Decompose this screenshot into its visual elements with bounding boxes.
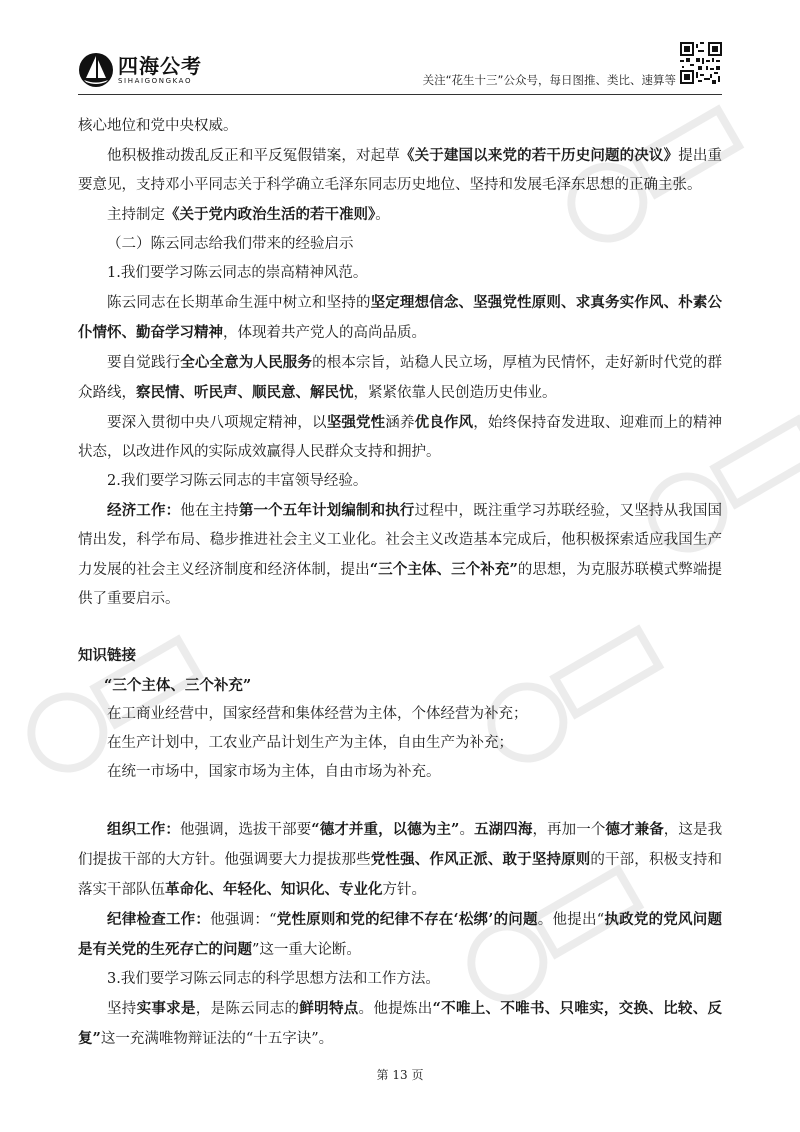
paragraph: 经济工作：他在主持第一个五年计划编制和执行过程中，既注重学习苏联经验，又坚持从我国国情出发，科学布局、稳步推进社会主义工业化。社会主义改造基本完成后，他积极探索适应我国生产力发展的社会主义经济制度和经济体制，提出“三个主体、三个补充”的思想，为克服苏联模式弊端提供了重要启示。 (78, 502, 723, 607)
section-heading: （二）陈云同志给我们带来的经验启示 (107, 236, 354, 252)
paragraph: 坚持实事求是，是陈云同志的鲜明特点。他提炼出“不唯上、不唯书、只唯实，交换、比较、反复”这一充满唯物辩证法的“十五字诀”。 (78, 1000, 723, 1047)
knowledge-line: 在工商业经营中，国家经营和集体经营为主体，个体经营为补充； (107, 706, 528, 722)
sub-heading: 2.我们要学习陈云同志的丰富领导经验。 (107, 473, 368, 489)
paragraph: 陈云同志在长期革命生涯中树立和坚持的坚定理想信念、坚强党性原则、求真务实作风、朴素公仆情怀、勤奋学习精神，体现着共产党人的高尚品质。 (78, 294, 723, 341)
knowledge-line: 在生产计划中，工农业产品计划生产为主体，自由生产为补充； (107, 735, 513, 751)
knowledge-subtitle: “三个主体、三个补充” (104, 677, 252, 694)
sailboat-logo-icon (78, 51, 114, 89)
knowledge-link-box (78, 642, 722, 787)
header-note: 关注“花生十三”公众号，每日图推、类比、速算等 (422, 73, 676, 87)
sub-heading: 1.我们要学习陈云同志的崇高精神风范。 (107, 265, 368, 281)
logo (78, 50, 218, 90)
paragraph: 要自觉践行全心全意为人民服务的根本宗旨，站稳人民立场，厚植为民情怀，走好新时代党的群众路线，察民情、听民声、顺民意、解民忧，紧紧依靠人民创造历史伟业。 (78, 354, 723, 401)
knowledge-title: 知识链接 (78, 648, 136, 664)
qr-code-icon (680, 42, 722, 84)
paragraph: 他积极推动拨乱反正和平反冤假错案，对起草《关于建国以来党的若干历史问题的决议》提出重要意见，支持邓小平同志关于科学确立毛泽东同志历史地位、坚持和发展毛泽东思想的正确主张。 (78, 147, 723, 193)
paragraph: 核心地位和党中央权威。 (78, 118, 238, 134)
logo-chinese-text: 四海公考 (118, 53, 202, 78)
header-divider (78, 94, 722, 95)
paragraph: 组织工作：他强调，选拔干部要“德才并重，以德为主”。五湖四海，再加一个德才兼备，这是我们提拔干部的大方针。他强调要大力提拔那些党性强、作风正派、敢于坚持原则的干部，积极支持和落实干部队伍革命化、年轻化、知识化、专业化方针。 (78, 821, 723, 898)
page-header (0, 0, 800, 100)
page-number: 第 13 页 (376, 1068, 424, 1082)
knowledge-line: 在统一市场中，国家市场为主体，自由市场为补充。 (107, 764, 441, 780)
document-body (78, 112, 722, 1054)
logo-english-text: SIHAIGONGKAO (118, 76, 193, 85)
paragraph: 纪律检查工作：他强调：“党性原则和党的纪律不存在‘松绑’的问题。他提出“执政党的党风问题是有关党的生死存亡的问题”这一重大论断。 (78, 911, 723, 958)
sub-heading: 3.我们要学习陈云同志的科学思想方法和工作方法。 (107, 971, 440, 987)
paragraph: 主持制定《关于党内政治生活的若干准则》。 (107, 206, 390, 223)
paragraph: 要深入贯彻中央八项规定精神，以坚强党性涵养优良作风，始终保持奋发进取、迎难而上的精神状态，以改进作风的实际成效赢得人民群众支持和拥护。 (78, 414, 723, 460)
